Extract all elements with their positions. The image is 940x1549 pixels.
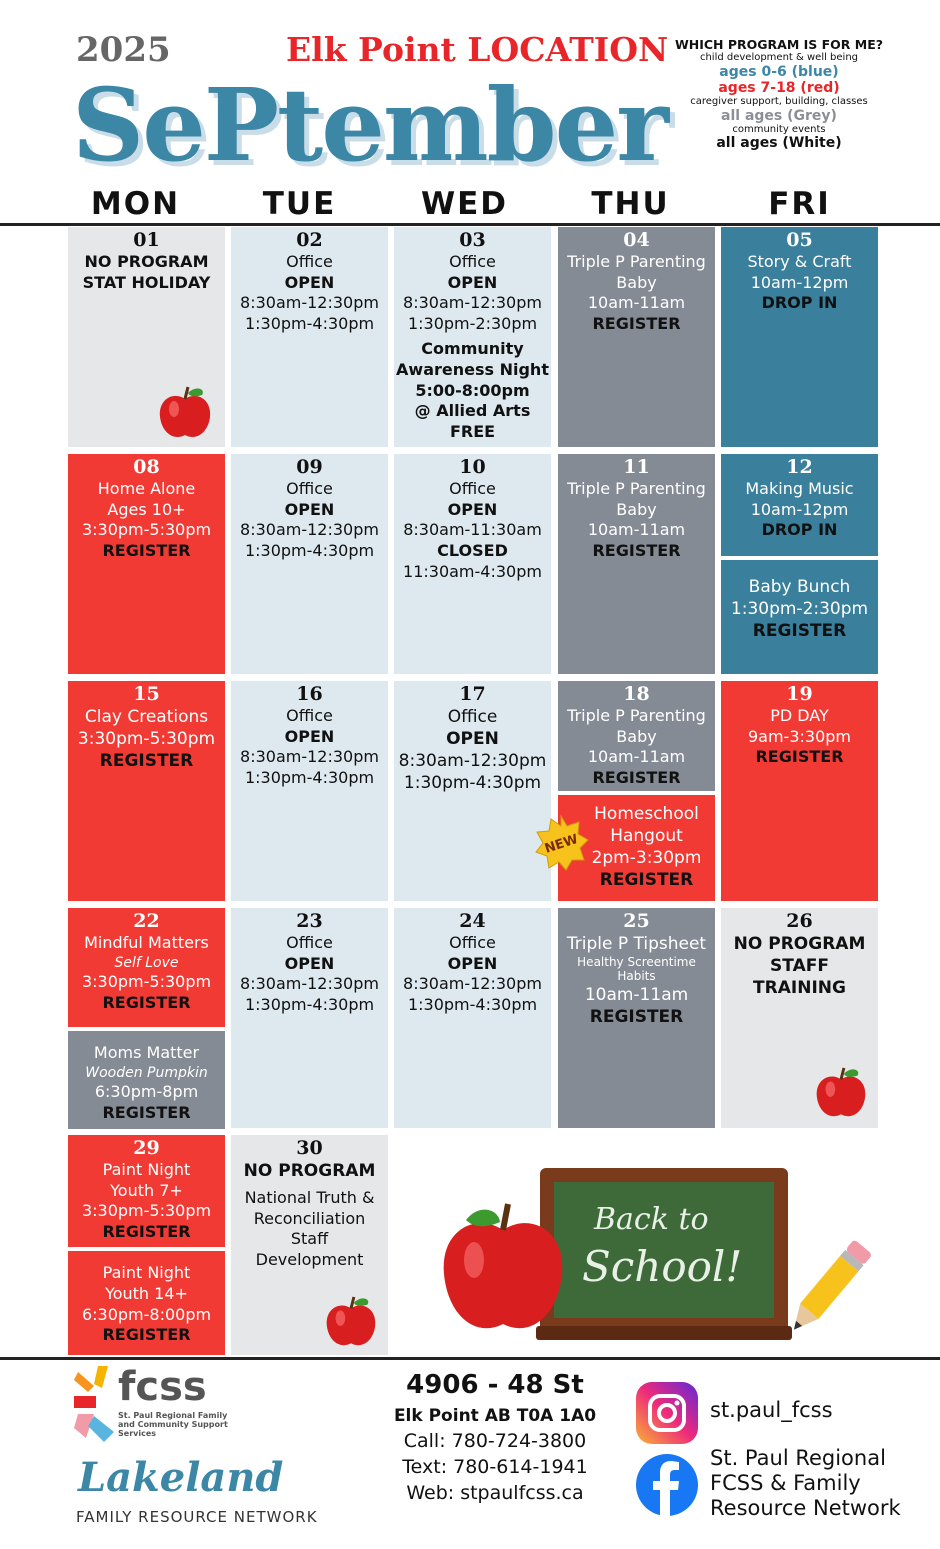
day-24 xyxy=(394,908,551,1128)
event-time: 8:30am-12:30pm xyxy=(240,293,379,313)
event-title: Triple P Parenting xyxy=(567,478,706,498)
event-subtitle: Wooden Pumpkin xyxy=(85,1064,208,1081)
event-title: Baby Bunch xyxy=(748,577,851,597)
day-02 xyxy=(231,227,388,447)
day-05 xyxy=(721,227,878,447)
event-note: STAFF TRAINING xyxy=(753,955,846,998)
event-status: OPEN xyxy=(447,953,498,973)
event-title: PD DAY xyxy=(770,705,829,725)
day-15 xyxy=(68,681,225,901)
event-title: Making Music xyxy=(745,478,854,498)
apple-icon xyxy=(813,1066,869,1122)
event-title: Hangout xyxy=(610,826,683,847)
event-title: Office xyxy=(286,251,333,271)
website-link[interactable]: Web: stpaulfcss.ca xyxy=(406,1482,584,1504)
event-venue: @ Allied Arts xyxy=(414,401,531,421)
program-legend xyxy=(670,38,888,151)
day-number: 05 xyxy=(786,229,813,251)
day-22-evening xyxy=(68,1031,225,1129)
register-label: REGISTER xyxy=(592,541,681,561)
event-time: 10am-12pm xyxy=(750,499,849,519)
event-title: Story & Craft xyxy=(747,251,852,271)
event-note: Development xyxy=(255,1250,364,1270)
event-time: 10am-12pm xyxy=(750,272,849,292)
event-title: Moms Matter xyxy=(93,1043,200,1062)
event-title: Home Alone xyxy=(97,478,196,498)
event-note: STAT HOLIDAY xyxy=(82,272,211,292)
event-title: Homeschool xyxy=(594,804,699,824)
event-subtitle: Youth 14+ xyxy=(105,1283,188,1303)
day-04 xyxy=(558,227,715,447)
legend-grey-desc: community events xyxy=(732,123,826,135)
register-label: REGISTER xyxy=(752,621,847,642)
facebook-icon[interactable] xyxy=(636,1454,698,1516)
event-title: NO PROGRAM xyxy=(733,933,866,954)
event-time: 1:30pm-2:30pm xyxy=(730,599,869,620)
legend-grey: all ages (Grey) xyxy=(721,107,837,124)
event-title: Office xyxy=(286,478,333,498)
month-title: SePtember xyxy=(72,66,667,184)
legend-blue: ages 0-6 (blue) xyxy=(719,63,839,80)
day-number: 26 xyxy=(786,910,813,932)
event-time: 10am-11am xyxy=(587,747,686,767)
register-label: REGISTER xyxy=(102,1222,191,1242)
pencil-icon xyxy=(778,1234,878,1344)
lakeland-logo: Lakeland xyxy=(78,1454,284,1501)
contact-block xyxy=(360,1370,630,1504)
event-note: National Truth & xyxy=(244,1187,375,1207)
event-subtitle: Ages 10+ xyxy=(107,499,186,519)
dropin-label: DROP IN xyxy=(761,293,838,313)
event-title: Paint Night xyxy=(102,1263,191,1282)
event-time: 8:30am-11:30am xyxy=(403,520,542,540)
event-time: 2pm-3:30pm xyxy=(591,848,702,869)
day-23 xyxy=(231,908,388,1128)
event-time: 8:30am-12:30pm xyxy=(240,974,379,994)
event-title: NO PROGRAM xyxy=(243,1160,376,1181)
dayname-mon: MON xyxy=(90,186,181,222)
day-09 xyxy=(231,454,388,674)
day-number: 19 xyxy=(786,683,813,705)
event-title: Office xyxy=(286,932,333,952)
network-name: FAMILY RESOURCE NETWORK xyxy=(76,1508,318,1526)
register-label: REGISTER xyxy=(592,314,681,334)
event-time: 8:30am-12:30pm xyxy=(403,974,542,994)
event-status: OPEN xyxy=(284,953,335,973)
footer-divider xyxy=(0,1357,940,1360)
event-note: Reconciliation xyxy=(253,1208,366,1228)
day-12-morning xyxy=(721,454,878,556)
event-status: OPEN xyxy=(446,728,499,749)
event-title: Triple P Parenting xyxy=(567,705,706,725)
event-note: Staff xyxy=(290,1229,329,1249)
register-label: REGISTER xyxy=(102,1325,191,1345)
day-number: 24 xyxy=(459,910,486,932)
day-number: 03 xyxy=(459,229,486,251)
event-status: OPEN xyxy=(447,272,498,292)
event-status: OPEN xyxy=(447,499,498,519)
day-number: 01 xyxy=(133,229,160,251)
apple-icon xyxy=(156,385,214,443)
day-08 xyxy=(68,454,225,674)
event-title: Office xyxy=(449,478,496,498)
day-25 xyxy=(558,908,715,1128)
day-number: 11 xyxy=(623,456,650,478)
facebook-page-name[interactable] xyxy=(710,1446,901,1522)
event-time: 1:30pm-4:30pm xyxy=(244,768,375,788)
fcss-logo-icon xyxy=(74,1366,118,1442)
event-time: 8:30am-12:30pm xyxy=(403,293,542,313)
register-label: REGISTER xyxy=(592,768,681,788)
day-number: 23 xyxy=(296,910,323,932)
day-number: 12 xyxy=(786,456,813,478)
event-time: 1:30pm-4:30pm xyxy=(407,995,538,1015)
location-title: Elk Point LOCATION xyxy=(286,30,669,69)
new-badge-icon xyxy=(532,814,590,872)
day-number: 29 xyxy=(133,1137,160,1159)
register-label: REGISTER xyxy=(102,541,191,561)
day-number: 08 xyxy=(133,456,160,478)
event-title: Triple P Tipsheet xyxy=(566,933,707,954)
day-19 xyxy=(721,681,878,901)
event-title: Clay Creations xyxy=(84,706,209,727)
header-divider xyxy=(0,223,940,226)
day-18-morning xyxy=(558,681,715,791)
day-number: 22 xyxy=(133,910,160,932)
day-number: 17 xyxy=(459,683,486,705)
city-address: Elk Point AB T0A 1A0 xyxy=(393,1406,597,1426)
chalkboard xyxy=(540,1168,788,1340)
day-number: 15 xyxy=(133,683,160,705)
event-time: 1:30pm-4:30pm xyxy=(244,541,375,561)
day-number: 18 xyxy=(623,683,650,705)
day-22-afternoon xyxy=(68,908,225,1027)
event-title: Office xyxy=(449,251,496,271)
event-time: 3:30pm-5:30pm xyxy=(81,971,212,991)
day-30 xyxy=(231,1135,388,1355)
chalkboard-line1: Back to xyxy=(594,1202,709,1237)
register-label: REGISTER xyxy=(589,1006,684,1027)
event-time: 8:30am-12:30pm xyxy=(398,750,547,771)
register-label: REGISTER xyxy=(99,750,194,771)
event-time: 11:30am-4:30pm xyxy=(403,561,542,581)
day-number: 02 xyxy=(296,229,323,251)
dayname-thu: THU xyxy=(591,186,670,222)
event-subtitle: Youth 7+ xyxy=(110,1180,183,1200)
register-label: REGISTER xyxy=(102,1102,191,1122)
chalkboard-shelf xyxy=(536,1326,792,1340)
apple-icon xyxy=(323,1295,379,1351)
facebook-line: FCSS & Family xyxy=(710,1471,861,1496)
event-time: 6:30pm-8pm xyxy=(94,1081,199,1101)
legend-red-desc: caregiver support, building, classes xyxy=(690,96,868,108)
day-number: 25 xyxy=(623,910,650,932)
event-status: OPEN xyxy=(284,726,335,746)
new-badge-label: NEW xyxy=(542,832,581,857)
event-time: 6:30pm-8:00pm xyxy=(81,1304,212,1324)
event-subtitle: Healthy Screentime xyxy=(577,954,696,969)
event-subtitle: Baby xyxy=(616,272,657,292)
facebook-line: St. Paul Regional xyxy=(710,1446,886,1470)
dropin-label: DROP IN xyxy=(761,520,838,540)
event-time: 1:30pm-2:30pm xyxy=(407,314,538,334)
event-time: 8:30am-12:30pm xyxy=(240,520,379,540)
event-time: 10am-11am xyxy=(584,984,689,1005)
day-12-afternoon xyxy=(721,560,878,674)
event-time: 10am-11am xyxy=(587,520,686,540)
dayname-fri: FRI xyxy=(768,186,831,222)
day-17 xyxy=(394,681,551,901)
event-time: 3:30pm-5:30pm xyxy=(81,520,212,540)
dayname-wed: WED xyxy=(420,186,509,222)
event-title: Paint Night xyxy=(102,1159,191,1179)
event-time: 5:00-8:00pm xyxy=(415,380,530,400)
year: 2025 xyxy=(76,30,171,70)
day-number: 04 xyxy=(623,229,650,251)
event-subtitle: Self Love xyxy=(114,954,179,971)
day-number: 09 xyxy=(296,456,323,478)
chalkboard-surface xyxy=(554,1182,774,1318)
day-26 xyxy=(721,908,878,1128)
day-29-evening xyxy=(68,1251,225,1355)
fcss-subtitle: St. Paul Regional Family and Community Support Services xyxy=(118,1411,228,1438)
event-price: FREE xyxy=(449,422,496,442)
event-title: Office xyxy=(286,705,333,725)
legend-white: all ages (White) xyxy=(716,135,842,152)
event-time: 3:30pm-5:30pm xyxy=(77,728,216,749)
event-title: Mindful Matters xyxy=(84,932,209,952)
event-title: Triple P Parenting xyxy=(567,251,706,271)
day-number: 30 xyxy=(296,1137,323,1159)
legend-question: WHICH PROGRAM IS FOR ME? xyxy=(674,37,884,52)
event-time: 9am-3:30pm xyxy=(747,726,851,746)
fcss-logo-text: fcss xyxy=(118,1364,207,1410)
dayname-tue: TUE xyxy=(262,186,337,222)
event-status: CLOSED xyxy=(437,541,508,561)
event-subtitle: Baby xyxy=(616,499,657,519)
day-29-afternoon xyxy=(68,1135,225,1247)
event-title: NO PROGRAM xyxy=(84,251,209,271)
event-subtitle: Habits xyxy=(617,969,656,984)
event-time: 8:30am-12:30pm xyxy=(240,747,379,767)
legend-blue-desc: child development & well being xyxy=(699,52,859,64)
event-time: 1:30pm-4:30pm xyxy=(403,773,542,794)
phone-call[interactable]: Call: 780-724-3800 xyxy=(403,1430,587,1452)
event-status: OPEN xyxy=(284,272,335,292)
day-11 xyxy=(558,454,715,674)
event-time: 10am-11am xyxy=(587,293,686,313)
event-time: 1:30pm-4:30pm xyxy=(244,995,375,1015)
street-address: 4906 - 48 St xyxy=(406,1370,584,1400)
facebook-line: Resource Network xyxy=(710,1496,901,1521)
event-title: Office xyxy=(449,932,496,952)
event-time: 1:30pm-4:30pm xyxy=(244,314,375,334)
instagram-handle[interactable]: st.paul_fcss xyxy=(710,1398,833,1422)
event-title: Office xyxy=(447,706,498,727)
phone-text[interactable]: Text: 780-614-1941 xyxy=(402,1456,588,1478)
register-label: REGISTER xyxy=(102,992,191,1012)
instagram-icon[interactable] xyxy=(636,1382,698,1444)
day-01 xyxy=(68,227,225,447)
day-number: 10 xyxy=(459,456,486,478)
register-label: REGISTER xyxy=(599,870,694,891)
event-time: 3:30pm-5:30pm xyxy=(81,1201,212,1221)
day-10 xyxy=(394,454,551,674)
day-16 xyxy=(231,681,388,901)
register-label: REGISTER xyxy=(755,747,844,767)
day-03 xyxy=(394,227,551,447)
legend-red: ages 7-18 (red) xyxy=(718,79,840,96)
big-apple-icon xyxy=(438,1198,568,1338)
event-title: Community xyxy=(421,338,524,358)
event-title: Awareness Night xyxy=(396,359,549,379)
event-subtitle: Baby xyxy=(616,726,657,746)
event-status: OPEN xyxy=(284,499,335,519)
day-number: 16 xyxy=(296,683,323,705)
chalkboard-line2: School! xyxy=(582,1242,743,1291)
